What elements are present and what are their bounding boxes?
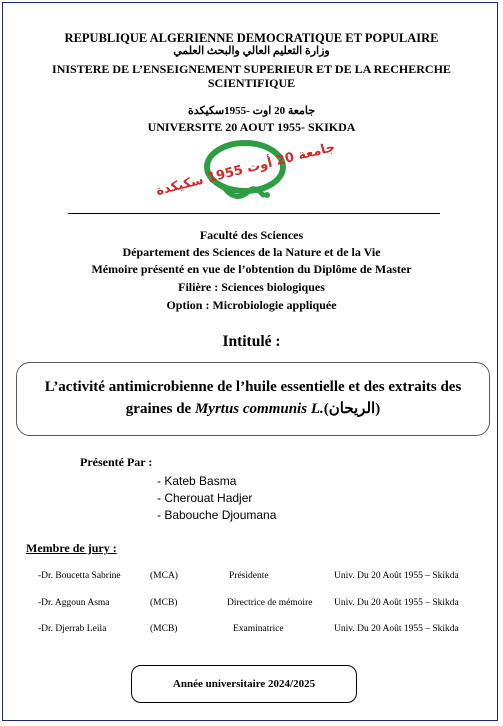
jury-member-name: -Dr. Aggoun Asma	[38, 598, 110, 608]
department-name: Département des Sciences de la Nature et de la Vie	[122, 245, 381, 259]
university-logo	[154, 137, 337, 209]
jury-member-role: Examinatrice	[233, 624, 284, 634]
species-name: Myrtus communis L.	[194, 401, 324, 417]
jury-member-university: Univ. Du 20 Août 1955 – Skikda	[334, 571, 459, 581]
logo-lettering: جامعة 20 أوت 1955 سكيكدة	[154, 139, 337, 199]
jury-member-role: Directrice de mémoire	[227, 598, 313, 608]
academic-year-box	[131, 665, 357, 703]
separator-line	[68, 213, 440, 214]
intitule-label: Intitulé :	[222, 333, 281, 350]
student-name: - Cherouat Hadjer	[157, 491, 253, 505]
jury-member-name: -Dr. Djerrab Leila	[38, 624, 107, 634]
jury-member-grade: (MCA)	[150, 571, 178, 581]
jury-member-grade: (MCB)	[150, 598, 178, 608]
student-name: - Babouche Djoumana	[157, 508, 277, 522]
university-arabic: جامعة 20 اوت -1955سكيكدة	[187, 105, 316, 117]
student-name: - Kateb Basma	[157, 474, 237, 488]
ministry-french-line2: SCIENTIFIQUE	[207, 76, 296, 90]
filiere-line: Filière : Sciences biologiques	[178, 280, 325, 294]
academic-year: Année universitaire 2024/2025	[172, 678, 316, 690]
thesis-title-box	[16, 362, 490, 436]
jury-member-role: Présidente	[229, 571, 269, 581]
jury-member-name: -Dr. Boucetta Sabrine	[38, 571, 121, 581]
thesis-title-line1: L’activité antimicrobienne de l’huile essentielle et des extraits des	[44, 379, 462, 395]
jury-member-university: Univ. Du 20 Août 1955 – Skikda	[334, 624, 459, 634]
jury-member-grade: (MCB)	[150, 624, 178, 634]
university-french: UNIVERSITE 20 AOUT 1955- SKIKDA	[147, 120, 356, 134]
thesis-title-line2	[17, 399, 489, 418]
title-prefix: graines de	[125, 401, 195, 417]
faculty-name: Faculté des Sciences	[199, 228, 304, 242]
option-line: Option : Microbiologie appliquée	[166, 298, 337, 312]
arabic-common-name: (الريحان)	[323, 401, 381, 417]
ministry-arabic: وزارة التعليم العالي والبحث العلمي	[173, 45, 330, 57]
jury-label: Membre de jury :	[26, 541, 117, 555]
presented-by-label: Présenté Par :	[80, 455, 153, 469]
republic-heading: REPUBLIQUE ALGERIENNE DEMOCRATIQUE ET POPULAIRE	[64, 31, 439, 45]
memoire-statement: Mémoire présenté en vue de l’obtention du Diplôme de Master	[91, 262, 412, 276]
jury-member-university: Univ. Du 20 Août 1955 – Skikda	[334, 598, 459, 608]
ministry-french-line1: INISTERE DE L’ENSEIGNEMENT SUPERIEUR ET DE LA RECHERCHE	[52, 62, 451, 76]
